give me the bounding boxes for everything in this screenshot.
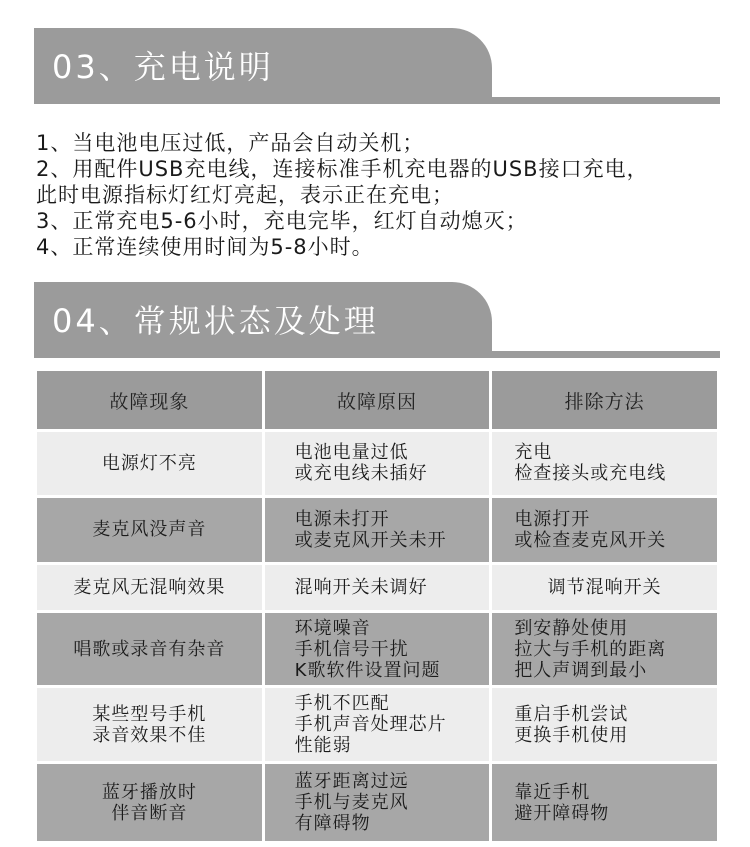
cell-line: 或充电线未插好 — [294, 463, 428, 485]
cell-line: 把人声调到最小 — [514, 659, 648, 681]
solution-cell — [492, 613, 717, 686]
cell-line: 重启手机尝试 — [514, 703, 629, 725]
symptom-cell — [37, 432, 262, 495]
cell-line: 更换手机使用 — [514, 724, 629, 746]
cell-line: 避开障碍物 — [514, 802, 610, 824]
cell-line: 电源灯不亮 — [101, 452, 197, 474]
cause-cell — [265, 565, 490, 609]
charging-section-header — [34, 28, 720, 104]
cell-line: K歌软件设置问题 — [294, 659, 441, 681]
symptom-cell — [37, 565, 262, 609]
instruction-line: 此时电源指标灯红灯亮起，表示正在充电； — [36, 183, 454, 207]
instruction-line: 3、正常充电5-6小时，充电完毕，红灯自动熄灭； — [36, 209, 528, 233]
cell-line: 调节混响开关 — [547, 577, 662, 598]
cell-line: 混响开关未调好 — [294, 577, 428, 598]
symptom-cell — [37, 688, 262, 761]
cause-cell — [265, 613, 490, 686]
charging-instructions — [36, 130, 736, 260]
table-row — [37, 613, 717, 686]
cell-line: 到安静处使用 — [514, 617, 629, 639]
table-row — [37, 432, 717, 495]
cause-cell — [265, 498, 490, 563]
cell-line: 环境噪音 — [294, 617, 371, 639]
cell-line: 电池电量过低 — [294, 442, 409, 464]
table-header-row — [37, 371, 717, 429]
cause-cell — [265, 764, 490, 841]
symptom-cell — [37, 764, 262, 841]
instruction-line: 4、正常连续使用时间为5-8小时。 — [36, 235, 374, 259]
solution-cell — [492, 688, 717, 761]
header-rule — [34, 351, 720, 358]
header-rule — [34, 97, 720, 104]
cause-cell — [265, 432, 490, 495]
cell-line: 检查接头或充电线 — [514, 463, 667, 485]
cell-line: 电源未打开 — [294, 508, 390, 530]
table-row — [37, 498, 717, 563]
solution-cell — [492, 432, 717, 495]
cell-line: 电源打开 — [514, 508, 591, 530]
header-cause: 故障原因 — [265, 371, 490, 429]
cell-line: 手机信号干扰 — [294, 638, 409, 660]
troubleshoot-section-header — [34, 282, 720, 358]
cell-line: 唱歌或录音有杂音 — [73, 638, 226, 660]
cause-cell — [265, 688, 490, 761]
cell-line: 拉大与手机的距离 — [514, 638, 667, 660]
cell-line: 伴音断音 — [111, 802, 188, 824]
cell-line: 充电 — [514, 442, 553, 464]
cell-line: 手机与麦克风 — [294, 792, 409, 814]
solution-cell — [492, 764, 717, 841]
troubleshoot-section-title: 04、常规状态及处理 — [52, 302, 379, 340]
table-row — [37, 565, 717, 609]
solution-cell — [492, 498, 717, 563]
solution-cell — [492, 565, 717, 609]
troubleshooting-table — [34, 368, 720, 844]
cell-line: 某些型号手机 — [92, 703, 207, 725]
instruction-line: 1、当电池电压过低，产品会自动关机； — [36, 131, 425, 155]
symptom-cell — [37, 498, 262, 563]
cell-line: 麦克风没声音 — [92, 519, 207, 541]
cell-line: 性能弱 — [294, 735, 352, 757]
cell-line: 麦克风无混响效果 — [73, 577, 226, 598]
cell-line: 蓝牙播放时 — [101, 781, 197, 803]
cell-line: 手机声音处理芯片 — [294, 714, 447, 736]
cell-line: 靠近手机 — [514, 781, 591, 803]
instruction-line: 2、用配件USB充电线，连接标准手机充电器的USB接口充电， — [36, 157, 649, 181]
header-solution: 排除方法 — [492, 371, 717, 429]
cell-line: 手机不匹配 — [294, 693, 390, 715]
table-row — [37, 764, 717, 841]
cell-line: 或麦克风开关未开 — [294, 529, 447, 551]
table-row — [37, 688, 717, 761]
cell-line: 有障碍物 — [294, 813, 371, 835]
cell-line: 录音效果不佳 — [92, 724, 207, 746]
header-symptom: 故障现象 — [37, 371, 262, 429]
charging-section-title: 03、充电说明 — [52, 48, 274, 86]
symptom-cell — [37, 613, 262, 686]
cell-line: 蓝牙距离过远 — [294, 771, 409, 793]
cell-line: 或检查麦克风开关 — [514, 529, 667, 551]
